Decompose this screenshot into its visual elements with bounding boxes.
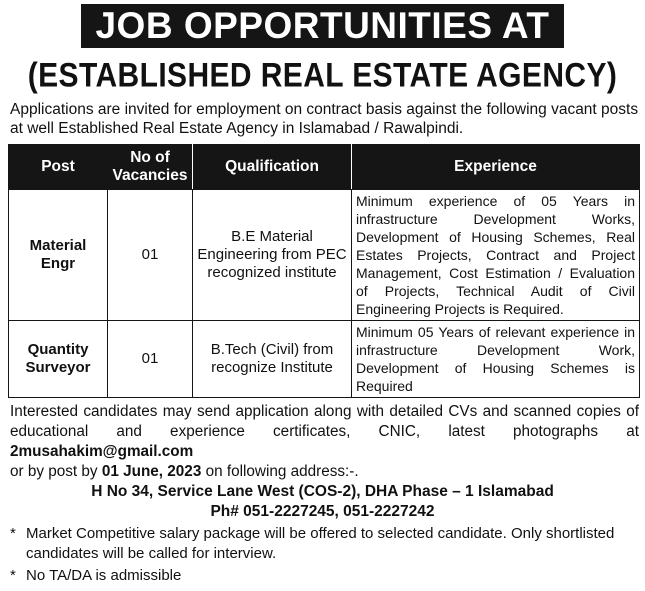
- header-vacancies: No of Vacancies: [108, 145, 193, 190]
- cell-qualification: B.Tech (Civil) from recognize Institute: [193, 321, 352, 398]
- cell-experience: Minimum experience of 05 Years in infrastructure Development Works, Development of Housing Schemes, Real Estates Projects, Contract and Project Management, Cost Estimation / Evaluation of Projects, Technical Audit of Civil Engineering Projects is Required.: [352, 190, 640, 321]
- phone-numbers: Ph# 051-2227245, 051-2227242: [210, 503, 435, 520]
- contact-email: 2musahakim@gmail.com: [10, 443, 194, 460]
- bullet-star: *: [10, 525, 16, 542]
- header: [6, 0, 639, 96]
- post-text-end: on following address:-.: [201, 463, 359, 480]
- page-title: JOB OPPORTUNITIES AT: [81, 4, 563, 48]
- apply-text: Interested candidates may send application along with detailed CVs and scanned copies of educational and experience certificates, CNIC, latest photographs at: [10, 403, 639, 440]
- table-row: [9, 190, 640, 321]
- bullet-star: *: [10, 567, 16, 584]
- header-qualification: Qualification: [193, 145, 352, 190]
- note-item: [10, 566, 639, 586]
- cell-vacancies: 01: [108, 190, 193, 321]
- page-subtitle: (ESTABLISHED REAL ESTATE AGENCY): [27, 56, 618, 95]
- cell-vacancies: 01: [108, 321, 193, 398]
- postal-address: H No 34, Service Lane West (COS-2), DHA Phase – 1 Islamabad: [91, 483, 554, 500]
- note-text: No TA/DA is admissible: [26, 567, 182, 584]
- post-text: or by post by: [10, 463, 102, 480]
- cell-post: Material Engr: [9, 190, 108, 321]
- vacancy-table: [8, 144, 640, 398]
- deadline-date: 01 June, 2023: [101, 463, 202, 480]
- table-row: [9, 321, 640, 398]
- header-experience: Experience: [352, 145, 640, 190]
- note-item: [10, 524, 639, 564]
- cell-experience: Minimum 05 Years of relevant experience in infrastructure Development Work, Development of Housing Schemes is Required: [352, 321, 640, 398]
- intro-text: Applications are invited for employment on contract basis against the following vacant posts at well Established Real Estate Agency in Islamabad / Rawalpindi.: [10, 101, 639, 137]
- application-instructions: [10, 402, 639, 482]
- cell-post: Quantity Surveyor: [9, 321, 108, 398]
- header-post: Post: [9, 145, 108, 190]
- note-text: Market Competitive salary package will be offered to selected candidate. Only shortlisted candidates will be called for interview.: [26, 525, 615, 562]
- table-header-row: [9, 145, 640, 190]
- cell-qualification: B.E Material Engineering from PEC recognized institute: [193, 190, 352, 321]
